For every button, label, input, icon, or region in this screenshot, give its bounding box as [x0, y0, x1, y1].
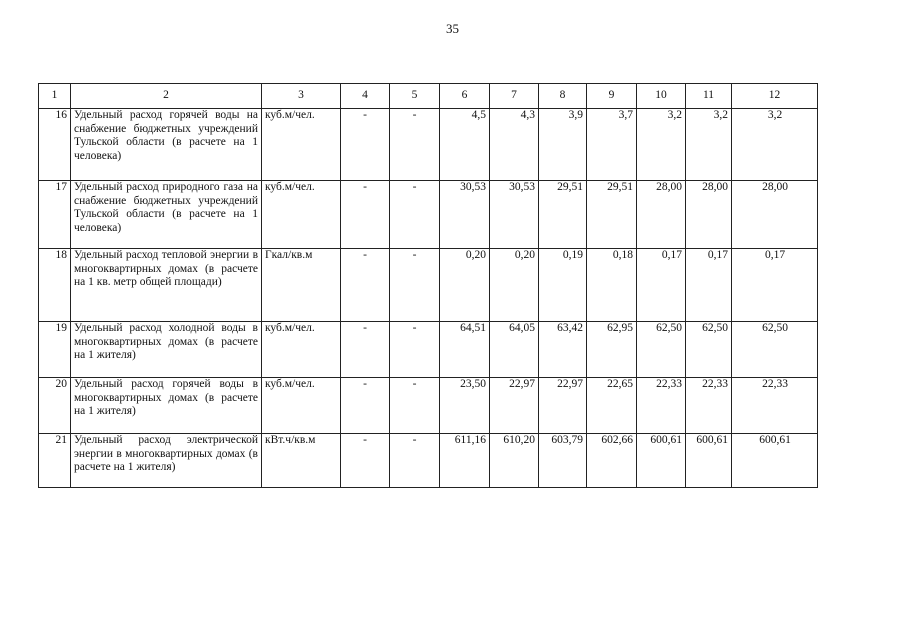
table-row: [39, 434, 818, 488]
value-cell: 0,20: [490, 249, 539, 322]
value-cell: 23,50: [440, 378, 490, 434]
unit-cell: куб.м/чел.: [262, 322, 341, 378]
value-cell: -: [390, 378, 440, 434]
value-cell: 29,51: [587, 181, 637, 249]
unit-cell: Гкал/кв.м: [262, 249, 341, 322]
unit-cell: куб.м/чел.: [262, 181, 341, 249]
value-cell: 28,00: [732, 181, 818, 249]
row-number: 17: [39, 181, 71, 249]
unit-cell: куб.м/чел.: [262, 109, 341, 181]
value-cell: -: [341, 181, 390, 249]
value-cell: 30,53: [440, 181, 490, 249]
value-cell: 0,17: [686, 249, 732, 322]
header-row: [39, 84, 818, 109]
value-cell: 22,97: [539, 378, 587, 434]
table-row: [39, 378, 818, 434]
value-cell: 0,17: [732, 249, 818, 322]
unit-cell: кВт.ч/кв.м: [262, 434, 341, 488]
value-cell: -: [390, 249, 440, 322]
header-cell: 6: [440, 84, 490, 109]
value-cell: 22,33: [637, 378, 686, 434]
indicator-description: Удельный расход горячей воды на снабжение бюджетных учреждений Тульской области (в расчете на 1 человека): [71, 109, 262, 181]
value-cell: -: [390, 109, 440, 181]
value-cell: 3,2: [686, 109, 732, 181]
value-cell: 600,61: [637, 434, 686, 488]
value-cell: -: [341, 378, 390, 434]
value-cell: 64,51: [440, 322, 490, 378]
data-table: [38, 83, 818, 488]
header-cell: 9: [587, 84, 637, 109]
indicator-description: Удельный расход холодной воды в многоквартирных домах (в расчете на 1 жителя): [71, 322, 262, 378]
header-cell: 5: [390, 84, 440, 109]
header-cell: 10: [637, 84, 686, 109]
value-cell: 62,50: [637, 322, 686, 378]
indicator-description: Удельный расход природного газа на снабжение бюджетных учреждений Тульской области (в расчете на 1 человека): [71, 181, 262, 249]
value-cell: 62,95: [587, 322, 637, 378]
value-cell: 63,42: [539, 322, 587, 378]
value-cell: 22,33: [732, 378, 818, 434]
value-cell: -: [390, 322, 440, 378]
header-cell: 3: [262, 84, 341, 109]
value-cell: 22,97: [490, 378, 539, 434]
value-cell: 603,79: [539, 434, 587, 488]
value-cell: 3,9: [539, 109, 587, 181]
value-cell: 0,18: [587, 249, 637, 322]
table-row: [39, 109, 818, 181]
indicator-description: Удельный расход электрической энергии в многоквартирных домах (в расчете на 1 жителя): [71, 434, 262, 488]
value-cell: 29,51: [539, 181, 587, 249]
header-cell: 4: [341, 84, 390, 109]
table-row: [39, 181, 818, 249]
header-cell: 2: [71, 84, 262, 109]
row-number: 16: [39, 109, 71, 181]
row-number: 19: [39, 322, 71, 378]
table-row: [39, 249, 818, 322]
header-cell: 8: [539, 84, 587, 109]
value-cell: 28,00: [686, 181, 732, 249]
value-cell: 30,53: [490, 181, 539, 249]
header-cell: 11: [686, 84, 732, 109]
value-cell: 4,3: [490, 109, 539, 181]
unit-cell: куб.м/чел.: [262, 378, 341, 434]
row-number: 18: [39, 249, 71, 322]
value-cell: -: [341, 109, 390, 181]
value-cell: 600,61: [686, 434, 732, 488]
value-cell: 28,00: [637, 181, 686, 249]
table-row: [39, 322, 818, 378]
value-cell: 22,65: [587, 378, 637, 434]
header-cell: 7: [490, 84, 539, 109]
value-cell: 3,2: [732, 109, 818, 181]
row-number: 21: [39, 434, 71, 488]
value-cell: 610,20: [490, 434, 539, 488]
value-cell: 62,50: [686, 322, 732, 378]
value-cell: 0,19: [539, 249, 587, 322]
value-cell: 600,61: [732, 434, 818, 488]
page-number: 35: [446, 21, 459, 36]
value-cell: 3,7: [587, 109, 637, 181]
value-cell: -: [341, 249, 390, 322]
value-cell: -: [341, 434, 390, 488]
row-number: 20: [39, 378, 71, 434]
value-cell: 3,2: [637, 109, 686, 181]
value-cell: -: [390, 434, 440, 488]
value-cell: 22,33: [686, 378, 732, 434]
value-cell: 0,20: [440, 249, 490, 322]
value-cell: -: [390, 181, 440, 249]
value-cell: 62,50: [732, 322, 818, 378]
value-cell: -: [341, 322, 390, 378]
value-cell: 602,66: [587, 434, 637, 488]
header-cell: 12: [732, 84, 818, 109]
value-cell: 64,05: [490, 322, 539, 378]
value-cell: 4,5: [440, 109, 490, 181]
indicator-description: Удельный расход горячей воды в многоквартирных домах (в расчете на 1 жителя): [71, 378, 262, 434]
value-cell: 0,17: [637, 249, 686, 322]
indicator-description: Удельный расход тепловой энергии в многоквартирных домах (в расчете на 1 кв. метр общей площади): [71, 249, 262, 322]
header-cell: 1: [39, 84, 71, 109]
value-cell: 611,16: [440, 434, 490, 488]
